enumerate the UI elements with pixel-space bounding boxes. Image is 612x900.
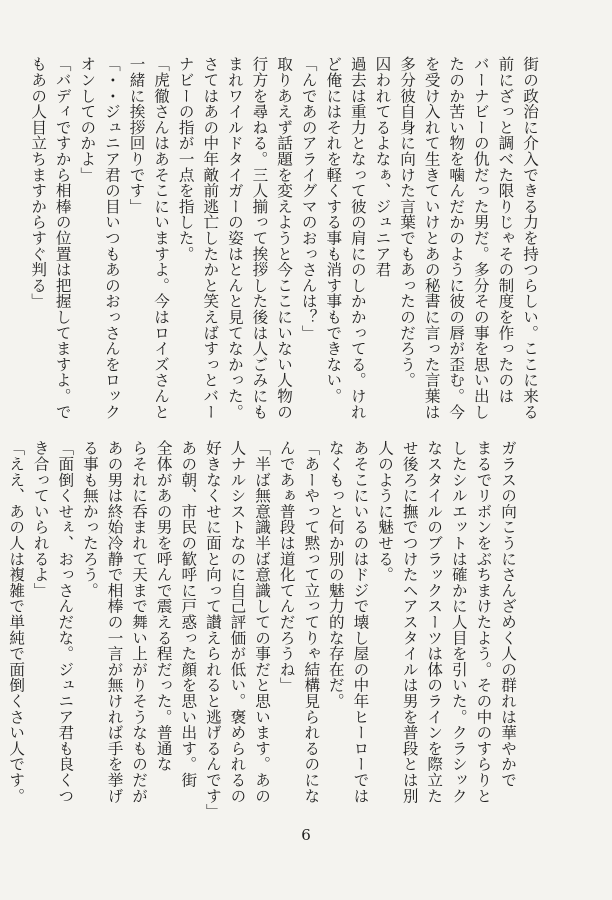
text-line: る事も無かったろう。 (80, 440, 99, 598)
text-line: 「半ば無意識半ば意識しての事だと思います。あの (253, 440, 272, 804)
text-line: たのか苦い物を噛んだかのように彼の唇が歪む。今 (447, 56, 466, 420)
text-line: ど俺にはそれを軽くする事も消す事もできない。 (324, 56, 343, 404)
text-line: 人のように魅せる。 (376, 440, 395, 583)
text-line: 人ナルシストなのに自己評価が低い。褒められるの (228, 440, 247, 804)
text-line: 取りあえず話題を変えようと今ここにいない人物の (275, 56, 294, 420)
text-line: らそれに呑まれて天まで舞い上がりそうなものだが (130, 440, 149, 804)
text-line: したシルエットは確かに人目を引いた。クラシック (449, 440, 468, 804)
text-line: ナビーの指が一点を指した。 (176, 56, 195, 262)
text-line: 「あーやって黙って立ってりゃ結構見られるのにな (302, 440, 321, 804)
text-line: 行方を尋ねる。三人揃って挨拶した後は人ごみにも (250, 56, 269, 420)
text-line: ガラスの向こうにさんざめく人の群れは華やかで (499, 440, 517, 788)
text-line: 「・・ジュニア君の目いつもあのおっさんをロック (102, 56, 121, 420)
text-line: き合っていられるよ」 (31, 440, 50, 598)
text-line: 「虎徹さんはあそこにいますよ。今はロイズさんと (152, 56, 171, 420)
page-number: 6 (301, 826, 311, 844)
text-line: なくもっと何か別の魅力的な存在だ。 (326, 440, 345, 709)
text-line: 過去は重力となって彼の肩にのしかかってる。けれ (348, 56, 367, 420)
upper-text-block (26, 56, 542, 420)
lower-text-block (4, 440, 520, 820)
text-line: あの朝、市民の歓呼に戸惑った顔を思い出す。街 (179, 440, 198, 788)
text-line: なスタイルのブラックスーツは体のラインを際立た (425, 440, 444, 804)
text-line: あそこにいるのはドジで壊し屋の中年ヒーローでは (351, 440, 370, 804)
text-line: 好きなくせに面と向って讃えられると逃げるんです」 (203, 440, 222, 820)
text-line: あの男は終始冷静で相棒の一言が無ければ手を挙げ (105, 440, 124, 804)
text-line: 「面倒くせぇ、おっさんだな。ジュニア君も良くつ (56, 440, 75, 804)
text-line: もあの人目立ちますからすぐ判る」 (29, 56, 48, 309)
text-line: 街の政治に介入できる力を持つらしい。ここに来る (521, 56, 539, 420)
text-line: さてはあの中年敵前逃亡したかと笑えばすっとバー (201, 56, 220, 420)
text-line: 多分彼自身に向けた言葉でもあったのだろう。 (398, 56, 417, 388)
text-line: んであぁ普段は道化てんだろうね」 (277, 440, 296, 693)
text-line: オンしてのかよ」 (78, 56, 97, 183)
text-line: まるでリボンをぶちまけたよう。その中のすらりと (474, 440, 493, 804)
text-line: 全体があの男を呼んで震える程だった。普通な (154, 440, 173, 772)
text-line: 一緒に挨拶回りです」 (127, 56, 146, 214)
text-line: 「んであのアライグマのおっさんは？」 (299, 56, 318, 341)
text-line: せ後ろに撫でつけたヘアスタイルは男を普段とは別 (400, 440, 419, 804)
text-line: 囚われてるよなぁ、ジュニア君 (373, 56, 392, 278)
text-line: を受け入れて生きていけとあの秘書に言った言葉は (422, 56, 441, 420)
text-line: まれワイルドタイガーの姿はとんと見てなかった。 (225, 56, 244, 420)
text-line: 「バディですから相棒の位置は把握してますよ。で (53, 56, 72, 420)
text-line: 「ええ、あの人は複雑で単純で面倒くさい人です。 (7, 440, 26, 804)
text-line: 前にざっと調べた限りじゃその制度を作ったのは (496, 56, 515, 404)
text-line: バーナビーの仇だった男だ。多分その事を思い出し (471, 56, 490, 420)
